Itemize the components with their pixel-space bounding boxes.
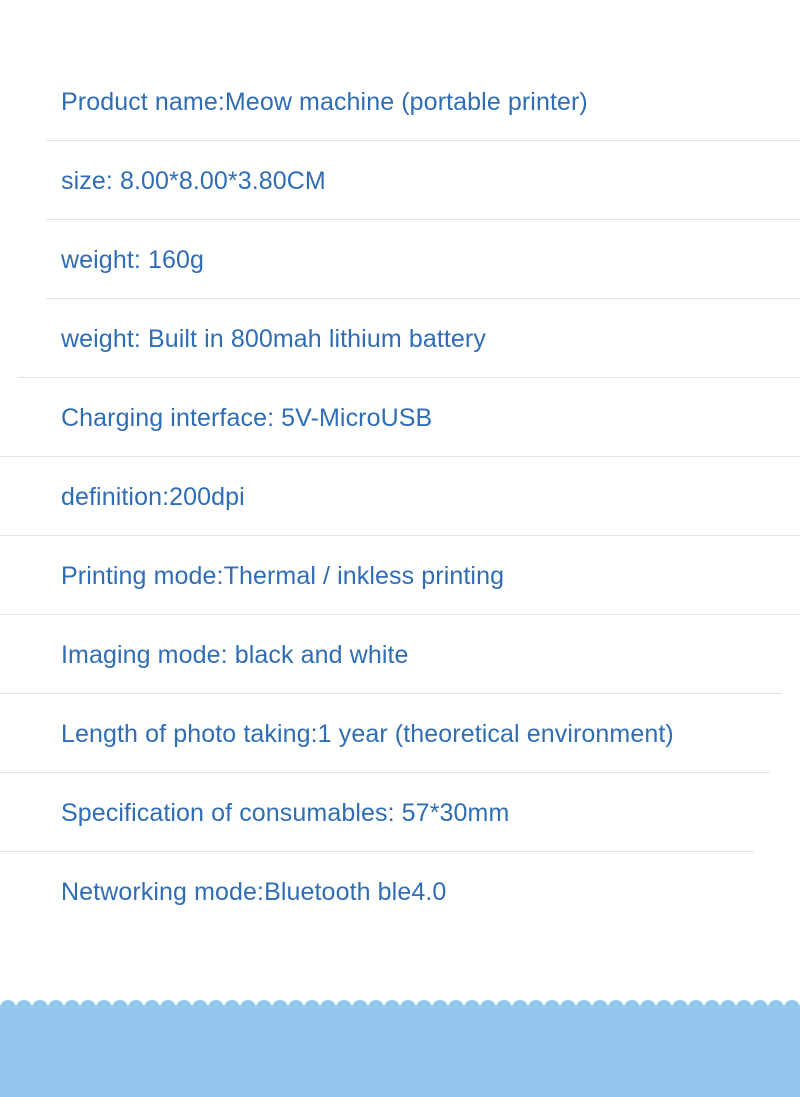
spec-row-text: weight: Built in 800mah lithium battery xyxy=(61,324,486,353)
spec-row xyxy=(0,141,800,220)
spec-row xyxy=(0,220,800,299)
spec-row-text: Imaging mode: black and white xyxy=(61,640,409,669)
scalloped-edge-icon xyxy=(0,998,800,1018)
spec-row-text: Networking mode:Bluetooth ble4.0 xyxy=(61,877,447,906)
spec-row-text: definition:200dpi xyxy=(61,482,245,511)
spec-row-text: Product name:Meow machine (portable printer) xyxy=(61,87,588,116)
spec-row-text: Length of photo taking:1 year (theoretical environment) xyxy=(61,719,674,748)
spec-row xyxy=(0,615,800,694)
spec-row xyxy=(0,62,800,141)
spec-row-text: weight: 160g xyxy=(61,245,204,274)
spec-row-text: Charging interface: 5V-MicroUSB xyxy=(61,403,433,432)
spec-row xyxy=(0,852,800,931)
spec-row-text: Printing mode:Thermal / inkless printing xyxy=(61,561,505,590)
spec-row xyxy=(0,457,800,536)
bottom-decorative-panel xyxy=(0,1007,800,1097)
spec-row-text: size: 8.00*8.00*3.80CM xyxy=(61,166,326,195)
spec-row xyxy=(0,378,800,457)
spec-row xyxy=(0,299,800,378)
spec-row-text: Specification of consumables: 57*30mm xyxy=(61,798,510,827)
spec-row xyxy=(0,536,800,615)
spec-row xyxy=(0,694,800,773)
spec-row xyxy=(0,773,800,852)
